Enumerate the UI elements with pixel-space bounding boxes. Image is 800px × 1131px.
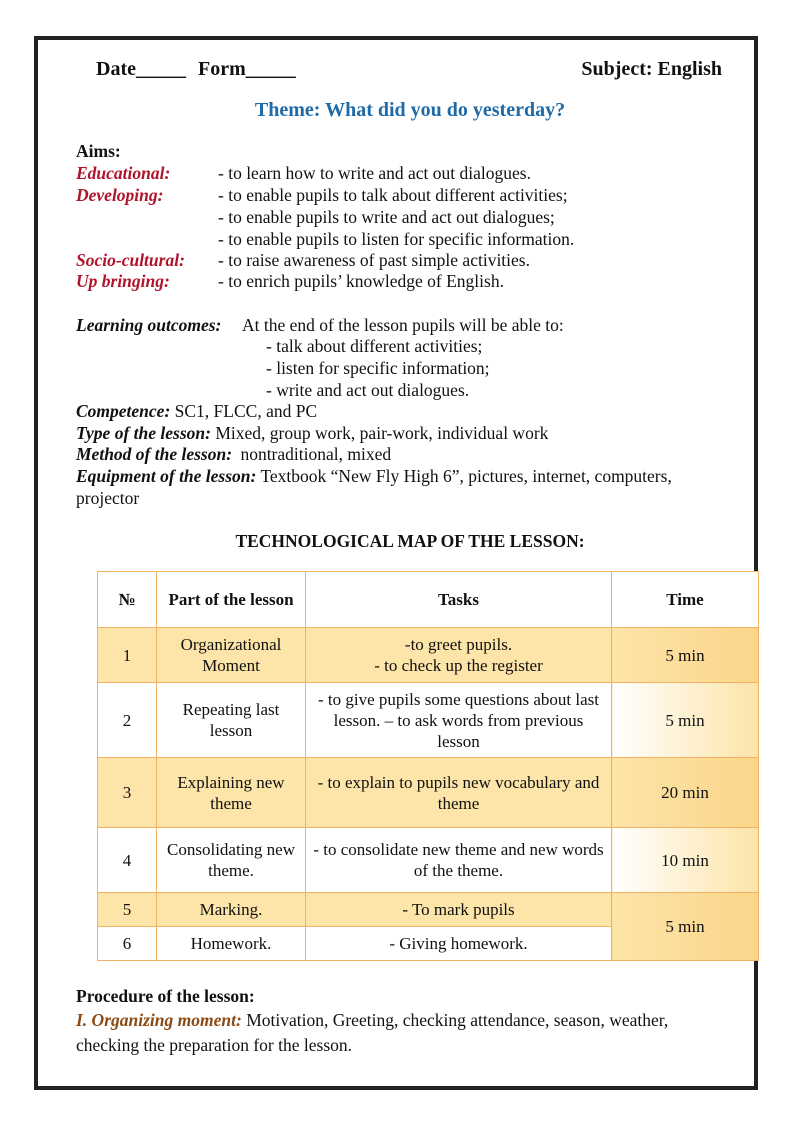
equipment-value-1: Textbook “New Fly High 6”, pictures, internet, computers, — [260, 466, 672, 486]
procedure-heading: Procedure of the lesson: — [76, 986, 255, 1006]
header-time: Time — [612, 572, 759, 628]
outcomes-label: Learning outcomes: — [76, 315, 222, 335]
row-time: 20 min — [612, 758, 759, 828]
socio-cultural-text: - to raise awareness of past simple activities. — [218, 250, 530, 270]
header-tasks: Tasks — [306, 572, 612, 628]
developing-line-2: - to enable pupils to write and act out dialogues; — [218, 207, 555, 227]
outcomes-intro: At the end of the lesson pupils will be able to: — [242, 315, 564, 335]
aims-heading: Aims: — [76, 141, 121, 161]
row-number: 4 — [98, 828, 157, 893]
row-time: 5 min — [612, 683, 759, 758]
table-header-row — [98, 572, 759, 628]
outcome-item-3: - write and act out dialogues. — [266, 380, 470, 400]
row-time: 10 min — [612, 828, 759, 893]
table-row — [98, 828, 759, 893]
table-row — [98, 893, 759, 927]
row-tasks: - To mark pupils — [306, 893, 612, 927]
method-label: Method of the lesson: — [76, 444, 233, 464]
row-number: 2 — [98, 683, 157, 758]
row-tasks: - to give pupils some questions about last lesson. – to ask words from previous lesson — [306, 683, 612, 758]
row-number: 5 — [98, 893, 157, 927]
upbringing-text: - to enrich pupils’ knowledge of English. — [218, 271, 504, 291]
row-tasks: - to consolidate new theme and new words of the theme. — [306, 828, 612, 893]
lesson-type-value: Mixed, group work, pair-work, individual work — [215, 423, 549, 443]
educational-text: - to learn how to write and act out dialogues. — [218, 163, 531, 183]
outcome-item-2: - listen for specific information; — [266, 358, 490, 378]
row-number: 6 — [98, 927, 157, 961]
table-row — [98, 758, 759, 828]
table-row — [98, 628, 759, 683]
outcome-item-1: - talk about different activities; — [266, 336, 483, 356]
equipment-label: Equipment of the lesson: — [76, 466, 257, 486]
developing-line-3: - to enable pupils to listen for specific information. — [218, 229, 575, 249]
competence-line — [76, 400, 317, 422]
header-part: Part of the lesson — [157, 572, 306, 628]
row-task-line: - to check up the register — [374, 656, 543, 675]
method-value: nontraditional, mixed — [240, 444, 392, 464]
row-time: 5 min — [612, 893, 759, 961]
date-label: Date_____ — [96, 58, 186, 80]
row-part: Explaining new theme — [157, 758, 306, 828]
row-task-line: -to greet pupils. — [404, 635, 513, 654]
row-number: 3 — [98, 758, 157, 828]
lesson-map-table — [97, 571, 759, 961]
row-tasks — [306, 628, 612, 683]
organizing-moment-text-1: Motivation, Greeting, checking attendance, season, weather, — [246, 1010, 669, 1030]
header-number: № — [98, 572, 157, 628]
row-time: 5 min — [612, 628, 759, 683]
equipment-line — [76, 465, 672, 487]
row-part: Homework. — [157, 927, 306, 961]
subject-label: Subject: English — [581, 58, 722, 80]
equipment-value-2: projector — [76, 488, 140, 508]
method-line — [76, 443, 391, 465]
lesson-type-label: Type of the lesson: — [76, 423, 211, 443]
organizing-moment-line — [76, 1009, 668, 1031]
row-tasks: - to explain to pupils new vocabulary and theme — [306, 758, 612, 828]
developing-line-1: - to enable pupils to talk about different activities; — [218, 185, 568, 205]
map-title: TECHNOLOGICAL MAP OF THE LESSON: — [235, 531, 585, 551]
row-part: Marking. — [157, 893, 306, 927]
competence-label: Competence: — [76, 401, 171, 421]
educational-label: Educational: — [76, 163, 171, 183]
row-part: Repeating last lesson — [157, 683, 306, 758]
lesson-theme: Theme: What did you do yesterday? — [254, 99, 566, 121]
row-tasks: - Giving homework. — [306, 927, 612, 961]
row-part: Consolidating new theme. — [157, 828, 306, 893]
developing-label: Developing: — [76, 185, 164, 205]
table-row — [98, 683, 759, 758]
form-label: Form_____ — [198, 58, 296, 80]
row-number: 1 — [98, 628, 157, 683]
socio-cultural-label: Socio-cultural: — [76, 250, 185, 270]
competence-value: SC1, FLCC, and PC — [174, 401, 318, 421]
upbringing-label: Up bringing: — [76, 271, 170, 291]
row-part: Organizational Moment — [157, 628, 306, 683]
organizing-moment-text-2: checking the preparation for the lesson. — [76, 1035, 353, 1055]
organizing-moment-label: I. Organizing moment: — [76, 1010, 242, 1030]
lesson-type-line — [76, 422, 548, 444]
